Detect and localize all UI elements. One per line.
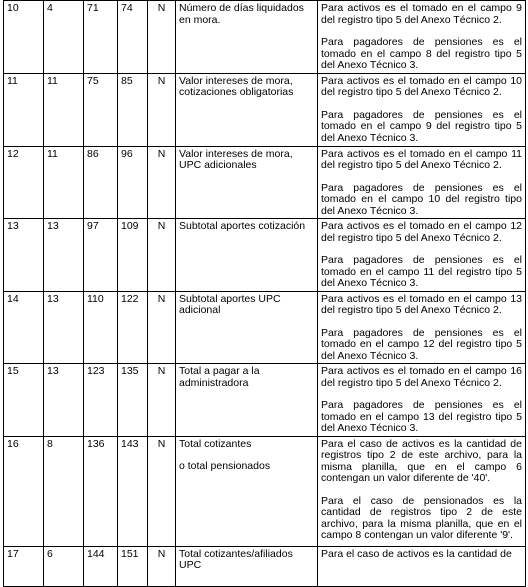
description-cell bbox=[176, 219, 318, 292]
length-cell: 6 bbox=[44, 546, 84, 586]
validation-active-text: Para activos es el tomado en el campo 12 del registro tipo 5 del Anexo Técnico 2. bbox=[321, 220, 522, 244]
validation-pension-text: Para pagadores de pensiones es el tomado en el campo 10 del registro tipo del Anexo Técnico 3. bbox=[321, 181, 522, 217]
field-number-cell: 15 bbox=[4, 364, 44, 437]
validation-cell bbox=[318, 146, 526, 219]
table-row bbox=[4, 73, 526, 146]
type-cell: N bbox=[148, 436, 176, 546]
validation-pension-text: Para pagadores de pensiones es el tomado en el campo 11 del registro tipo 5 del Anexo Técnico 3. bbox=[321, 254, 522, 289]
table-row bbox=[4, 1, 526, 74]
type-cell: N bbox=[148, 1, 176, 74]
description-text-alt: o total pensionados bbox=[179, 460, 271, 472]
type-cell: N bbox=[148, 146, 176, 219]
document-page bbox=[3, 0, 525, 571]
description-text: Valor intereses de mora, UPC adicionales bbox=[179, 147, 293, 171]
start-position-cell: 75 bbox=[84, 73, 118, 146]
description-text: Total a pagar a la administradora bbox=[179, 365, 260, 389]
end-position-cell: 85 bbox=[118, 73, 148, 146]
end-position-cell: 135 bbox=[118, 364, 148, 437]
field-number-cell: 17 bbox=[4, 546, 44, 586]
description-cell bbox=[176, 146, 318, 219]
table-row bbox=[4, 546, 526, 586]
field-number-cell: 13 bbox=[4, 219, 44, 292]
table-row bbox=[4, 364, 526, 437]
table-row bbox=[4, 291, 526, 364]
table-row bbox=[4, 219, 526, 292]
length-cell: 13 bbox=[44, 219, 84, 292]
description-text: Valor intereses de mora, cotizaciones obligatorias bbox=[179, 74, 294, 98]
validation-active-text: Para activos es el tomado en el campo 16 del registro tipo 5 del Anexo Técnico 2. bbox=[321, 365, 522, 389]
validation-cell bbox=[318, 291, 526, 364]
validation-pension-text: Para pagadores de pensiones es el tomado en el campo 13 del registro tipo 5 del Anexo Técnico 3. bbox=[321, 399, 522, 434]
validation-pension-text: Para pagadores de pensiones es el tomado en el campo 8 del registro tipo 5 del Anexo Técnico 3. bbox=[321, 36, 522, 71]
description-text: Total cotizantes/afiliados UPC bbox=[179, 547, 293, 571]
length-cell: 8 bbox=[44, 436, 84, 546]
end-position-cell: 122 bbox=[118, 291, 148, 364]
length-cell: 4 bbox=[44, 1, 84, 74]
table-body bbox=[4, 1, 526, 587]
field-number-cell: 14 bbox=[4, 291, 44, 364]
end-position-cell: 96 bbox=[118, 146, 148, 219]
start-position-cell: 86 bbox=[84, 146, 118, 219]
type-cell: N bbox=[148, 73, 176, 146]
type-cell: N bbox=[148, 219, 176, 292]
validation-pension-text: Para pagadores de pensiones es el tomado en el campo 9 del registro tipo 5 del Anexo Técnico 3. bbox=[321, 108, 522, 144]
description-text: Subtotal aportes UPC adicional bbox=[179, 292, 281, 316]
validation-active-text: Para activos es el tomado en el campo 11 del registro tipo 5 del Anexo Técnico 2. bbox=[321, 147, 522, 171]
field-spec-table bbox=[3, 0, 526, 587]
end-position-cell: 151 bbox=[118, 546, 148, 586]
description-cell bbox=[176, 73, 318, 146]
length-cell: 11 bbox=[44, 73, 84, 146]
end-position-cell: 74 bbox=[118, 1, 148, 74]
description-cell bbox=[176, 291, 318, 364]
start-position-cell: 97 bbox=[84, 219, 118, 292]
validation-cell bbox=[318, 73, 526, 146]
validation-pension-text: Para pagadores de pensiones es el tomado en el campo 12 del registro tipo 5 del Anexo Técnico 3. bbox=[321, 326, 522, 362]
description-text: Subtotal aportes cotización bbox=[179, 220, 306, 232]
length-cell: 13 bbox=[44, 364, 84, 437]
description-cell bbox=[176, 546, 318, 586]
length-cell: 13 bbox=[44, 291, 84, 364]
start-position-cell: 110 bbox=[84, 291, 118, 364]
description-cell bbox=[176, 436, 318, 546]
description-text: Total cotizantes bbox=[179, 437, 252, 450]
validation-cell bbox=[318, 219, 526, 292]
start-position-cell: 144 bbox=[84, 546, 118, 586]
table-row bbox=[4, 436, 526, 546]
validation-active-text: Para el caso de activos es la cantidad de registros tipo 2 de este archivo, para la misma planilla, que en el campo 6 contengan un valor diferente de '40'. bbox=[321, 437, 522, 484]
field-number-cell: 10 bbox=[4, 1, 44, 74]
type-cell: N bbox=[148, 364, 176, 437]
start-position-cell: 71 bbox=[84, 1, 118, 74]
field-number-cell: 11 bbox=[4, 73, 44, 146]
description-cell bbox=[176, 1, 318, 74]
field-number-cell: 12 bbox=[4, 146, 44, 219]
validation-cell bbox=[318, 364, 526, 437]
type-cell: N bbox=[148, 546, 176, 586]
description-text: Número de días liquidados en mora. bbox=[179, 2, 304, 26]
length-cell: 11 bbox=[44, 146, 84, 219]
validation-cell bbox=[318, 436, 526, 546]
validation-active-text: Para el caso de activos es la cantidad de bbox=[321, 547, 512, 560]
validation-active-text: Para activos es el tomado en el campo 13 del registro tipo 5 del Anexo Técnico 2. bbox=[321, 292, 522, 316]
end-position-cell: 109 bbox=[118, 219, 148, 292]
end-position-cell: 143 bbox=[118, 436, 148, 546]
description-cell bbox=[176, 364, 318, 437]
table-row bbox=[4, 146, 526, 219]
field-number-cell: 16 bbox=[4, 436, 44, 546]
validation-active-text: Para activos es el tomado en el campo 10 del registro tipo 5 del Anexo Técnico 2. bbox=[321, 74, 522, 98]
type-cell: N bbox=[148, 291, 176, 364]
validation-pension-text: Para el caso de pensionados es la cantidad de registros tipo 2 de este archivo, para la misma planilla, que en el campo 8 contengan un valor diferente '9'. bbox=[321, 494, 522, 541]
validation-cell bbox=[318, 1, 526, 74]
start-position-cell: 136 bbox=[84, 436, 118, 546]
validation-active-text: Para activos es el tomado en el campo 9 del registro tipo 5 del Anexo Técnico 2. bbox=[321, 2, 522, 26]
validation-cell bbox=[318, 546, 526, 586]
start-position-cell: 123 bbox=[84, 364, 118, 437]
